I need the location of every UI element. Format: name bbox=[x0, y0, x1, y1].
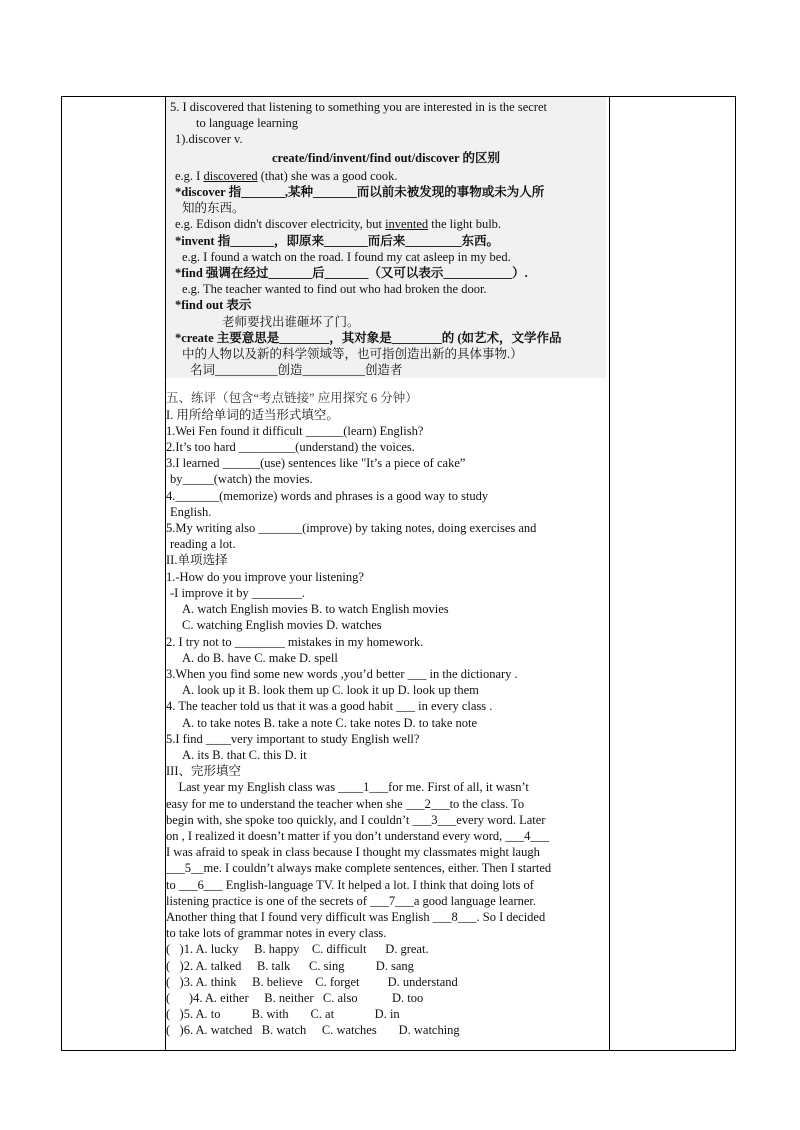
mc-options: A. to take notes B. take a note C. take notes D. to take note bbox=[182, 715, 478, 730]
main-column bbox=[166, 97, 606, 1039]
mc-question: -I improve it by ________. bbox=[170, 585, 306, 600]
mc-question: 4. The teacher told us that it was a good habit ___ in every class . bbox=[166, 699, 493, 714]
example-1 bbox=[166, 168, 606, 184]
lesson-table bbox=[61, 96, 736, 1051]
compare-title: create/find/invent/find out/discover 的区别 bbox=[271, 150, 500, 165]
practice-heading: 五、练评（包含“考点链接” 应用探究 6 分钟） bbox=[166, 391, 418, 406]
fill-in-item: reading a lot. bbox=[170, 537, 236, 552]
example-2-keyword: invented bbox=[385, 217, 429, 232]
part-3-title: III、完形填空 bbox=[166, 764, 241, 779]
invent-definition: *invent 指_______，即原来_______而后来_________东西。 bbox=[175, 233, 499, 248]
mc-options: A. watch English movies B. to watch English movies bbox=[182, 602, 449, 617]
passage-line: Another thing that I found very difficult was English ___8___. So I decided bbox=[166, 909, 546, 924]
part-2-title: II.单项选择 bbox=[166, 553, 228, 568]
practice-section bbox=[166, 390, 606, 1038]
cloze-options bbox=[166, 941, 606, 1038]
example-3: e.g. I found a watch on the road. I found my cat asleep in my bed. bbox=[182, 249, 511, 264]
passage-line: on , I realized it doesn’t matter if you don’t understand every word, ___4___ bbox=[166, 828, 550, 843]
discover-heading: 1).discover v. bbox=[175, 132, 243, 147]
discover-definition-line2: 知的东西。 bbox=[182, 201, 245, 216]
cloze-option-row: ( )2. A. talked B. talk C. sing D. sang bbox=[166, 958, 414, 973]
discover-definition-line1: *discover 指_______,某种_______而以前未被发现的事物或未为人所 bbox=[175, 185, 545, 200]
example-1-prefix: e.g. I bbox=[175, 168, 204, 183]
fill-in-item: 5.My writing also _______(improve) by taking notes, doing exercises and bbox=[166, 521, 537, 536]
mc-question: 2. I try not to ________ mistakes in my homework. bbox=[166, 634, 424, 649]
create-definition-line1: *create 主要意思是________，其对象是________的 (如艺术，文学作品 bbox=[175, 330, 562, 345]
example-1-keyword: discovered bbox=[203, 168, 258, 183]
question-5-line1: 5. I discovered that listening to something you are interested in is the secret bbox=[170, 100, 547, 114]
column-divider-right bbox=[609, 97, 610, 1050]
passage-line: to take lots of grammar notes in every class. bbox=[166, 926, 387, 941]
passage-line: Last year my English class was ____1___for me. First of all, it wasn’t bbox=[166, 780, 529, 795]
cloze-option-row: ( )5. A. to B. with C. at D. in bbox=[166, 1007, 400, 1022]
cloze-option-row: ( )1. A. lucky B. happy C. difficult D. great. bbox=[166, 942, 429, 957]
find-out-definition: *find out 表示 bbox=[175, 298, 252, 313]
passage-line: listening practice is one of the secrets of ___7___a good language learner. bbox=[166, 893, 537, 908]
example-1-suffix: (that) she was a good cook. bbox=[257, 168, 398, 183]
example-2-prefix: e.g. Edison didn't discover electricity, but bbox=[175, 217, 386, 232]
fill-in-item: by_____(watch) the movies. bbox=[170, 472, 313, 487]
find-definition: *find 强调在经过_______后_______（又可以表示___________）. bbox=[175, 266, 528, 281]
mc-options: A. look up it B. look them up C. look it up D. look up them bbox=[182, 683, 479, 698]
cloze-passage bbox=[166, 779, 606, 941]
find-out-chinese-example: 老师要找出谁砸坏了门。 bbox=[222, 314, 360, 329]
fill-in-item: English. bbox=[170, 504, 212, 519]
cloze-option-row: ( )4. A. either B. neither C. also D. too bbox=[166, 990, 424, 1005]
cloze-option-row: ( )3. A. think B. believe C. forget D. understand bbox=[166, 974, 458, 989]
create-word-forms: 名词__________创造__________创造者 bbox=[190, 363, 403, 378]
fill-in-item: 1.Wei Fen found it difficult ______(learn) English? bbox=[166, 423, 424, 438]
mc-question: 5.I find ____very important to study English well? bbox=[166, 731, 420, 746]
fill-in-item: 2.It’s too hard _________(understand) the voices. bbox=[166, 440, 415, 455]
mc-question: 3.When you find some new words ,you’d better ___ in the dictionary . bbox=[166, 666, 518, 681]
mc-question: 1.-How do you improve your listening? bbox=[166, 569, 364, 584]
create-definition-line2: 中的人物以及新的科学领域等，也可指创造出新的具体事物.） bbox=[182, 347, 523, 362]
example-2 bbox=[166, 216, 606, 232]
passage-line: to ___6___ English-language TV. It helped a lot. I think that doing lots of bbox=[166, 877, 534, 892]
mc-options: C. watching English movies D. watches bbox=[182, 618, 382, 633]
part-1-title: I. 用所给单词的适当形式填空。 bbox=[166, 407, 339, 422]
example-2-suffix: the light bulb. bbox=[428, 217, 502, 232]
passage-line: ___5__me. I couldn’t always make complete sentences, either. Then I started bbox=[166, 861, 552, 876]
fill-in-item: 4._______(memorize) words and phrases is a good way to study bbox=[166, 488, 489, 503]
example-4: e.g. The teacher wanted to find out who had broken the door. bbox=[182, 282, 487, 297]
discover-notes-block bbox=[166, 97, 606, 378]
mc-options: A. its B. that C. this D. it bbox=[182, 747, 307, 762]
question-5-line2: to language learning bbox=[196, 116, 299, 131]
fill-in-item: 3.I learned ______(use) sentences like "It’s a piece of cake” bbox=[166, 456, 466, 471]
mc-options: A. do B. have C. make D. spell bbox=[182, 650, 338, 665]
passage-line: I was afraid to speak in class because I thought my classmates might laugh bbox=[166, 845, 540, 860]
cloze-option-row: ( )6. A. watched B. watch C. watches D. watching bbox=[166, 1023, 460, 1038]
passage-line: begin with, she spoke too quickly, and I couldn’t ___3___every word. Later bbox=[166, 812, 546, 827]
passage-line: easy for me to understand the teacher when she ___2___to the class. To bbox=[166, 796, 525, 811]
